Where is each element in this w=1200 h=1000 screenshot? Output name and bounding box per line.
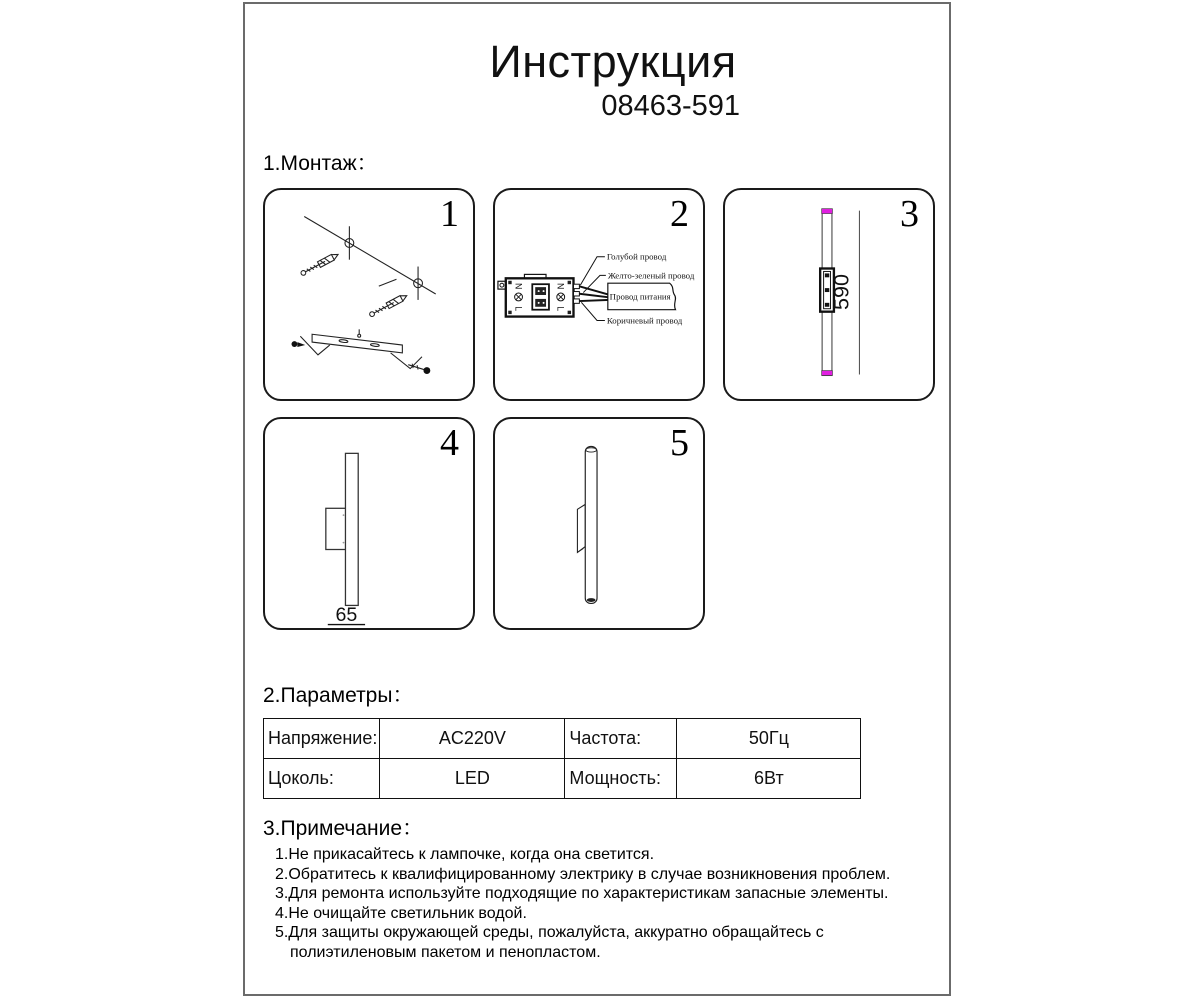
plate-dot [343,514,345,516]
terminal-box-icon [498,274,574,316]
section-heading-parameters: 2.Параметры： [263,684,414,707]
depth-dimension: 65 [335,604,358,627]
param-value-frequency: 50Гц [677,719,861,759]
montage-step-5-panel [493,417,705,630]
magenta-end-cap [822,371,833,376]
tube-bottom-cap [587,598,596,602]
param-label-power: Мощность: [565,759,677,799]
terminal-l-label: L [555,306,566,312]
param-value-base: LED [380,759,565,799]
montage-step-1-panel [263,188,475,401]
montage-step-3-panel [723,188,935,401]
param-value-power: 6Вт [677,759,861,799]
note-item: 3.Для ремонта используйте подходящие по характеристикам запасные элементы. [275,885,889,902]
brown-wire-label: Коричневый провод [606,315,683,326]
lamp-tube-icon [585,446,597,603]
panel-number: 1 [440,193,459,235]
param-value-voltage: AC220V [380,719,565,759]
section-heading-montage: 1.Монтаж： [263,152,378,175]
screw-anchor-icon [369,293,409,318]
note-item: 2.Обратитесь к квалифицированному электрику в случае возникновения проблем. [275,865,891,883]
montage-step-4-panel [263,417,475,630]
power-cord-label: Провод питания [609,291,671,302]
page-title: Инструкция [489,36,737,87]
length-dimension: 590 [828,274,854,311]
param-label-frequency: Частота: [565,719,677,759]
notes-list [275,845,915,962]
note-item: 4.Не очищайте светильник водой. [275,904,527,922]
plate-dot [343,542,345,544]
wall-plate-icon [577,504,585,552]
montage-step-2-panel [493,188,705,401]
mounting-bracket-icon [300,329,422,368]
lamp-bar-icon [345,453,358,605]
power-cord-box [608,283,676,309]
param-label-base: Цоколь: [264,759,380,799]
panel-number: 2 [670,193,689,235]
magenta-end-cap [822,209,833,214]
terminal-n-label: N [513,282,524,290]
blue-wire-label: Голубой провод [606,251,667,262]
terminal-n-label: N [555,282,566,290]
section-heading-notes: 3.Примечание： [263,817,424,840]
bracket-screw-icon [291,341,305,347]
terminal-l-label: L [513,306,524,312]
yellow-green-wire-label: Желто-зеленый провод [607,270,695,281]
table-row [264,759,861,799]
model-number: 08463-591 [601,90,740,122]
parameters-table [263,718,861,799]
param-label-voltage: Напряжение: [264,719,380,759]
panel-number: 4 [440,422,459,464]
screw-anchor-icon [300,252,340,277]
bracket-screw-icon [408,364,430,374]
note-item: 5.Для защиты окружающей среды, пожалуйста, аккуратно обращайтесь с полиэтиленовым пакетом и пенопластом. [275,924,824,961]
panel-number: 5 [670,422,689,464]
panel-number: 3 [900,193,919,235]
wires [573,284,609,303]
table-row [264,719,861,759]
note-item: 1.Не прикасайтесь к лампочке, когда она светится. [275,846,655,863]
